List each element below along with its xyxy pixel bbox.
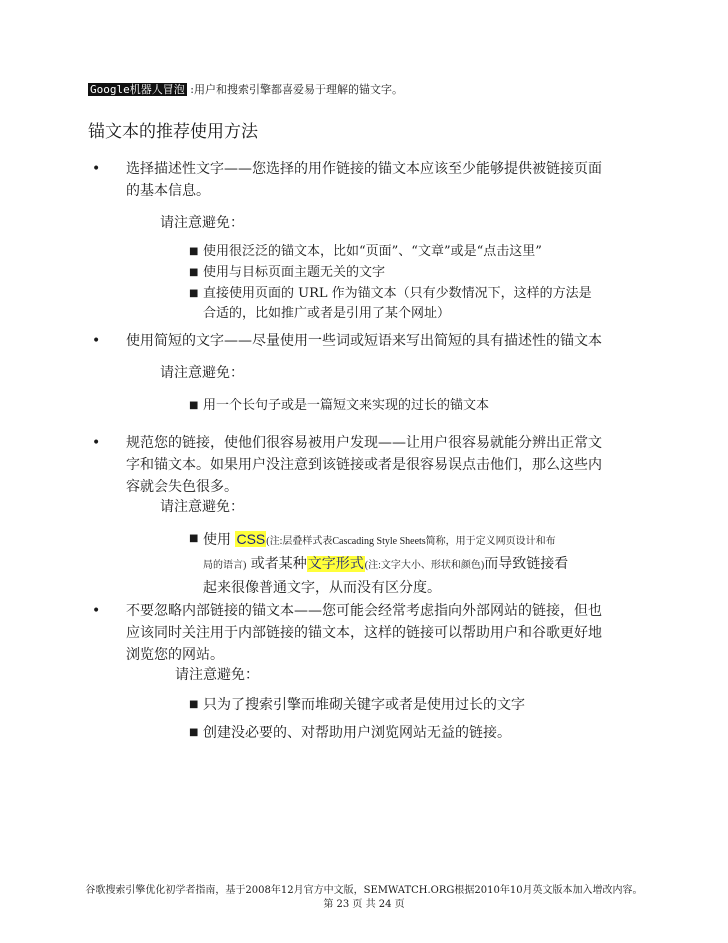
bullet-dot-icon: • (92, 333, 101, 349)
text-style-link[interactable]: 文字形式 (307, 556, 364, 572)
sub-item-text: 用一个长句子或是一篇短文来实现的过长的锚文本 (203, 398, 490, 413)
square-bullet-icon: ■ (189, 699, 199, 710)
css-link[interactable]: CSS (236, 531, 266, 547)
top-note (88, 82, 403, 98)
square-bullet-icon: ■ (189, 400, 199, 411)
bullet-line: 字和锚文本。如果用户没注意到该链接或者是很容易误点击他们，那么这些内 (126, 457, 602, 473)
sub-item-text: 直接使用页面的 URL 作为锚文本（只有少数情况下，这样的方法是 (203, 286, 592, 301)
sub-item (189, 242, 623, 262)
bullet-format-links (92, 432, 624, 498)
avoid-label: 请注意避免： (160, 365, 244, 381)
sub-item-text: 使用很泛泛的锚文本，比如“页面”、“文章”或是“点击这里” (203, 244, 542, 259)
square-bullet-icon: ■ (189, 533, 199, 544)
bullet-dot-icon: • (92, 603, 101, 619)
bullet-dot-icon: • (92, 435, 101, 451)
square-bullet-icon: ■ (189, 727, 199, 738)
page-number: 第 23 页 共 24 页 (323, 899, 405, 910)
page-footer (0, 884, 728, 912)
avoid-label: 请注意避免： (175, 667, 259, 683)
bullet-line: 选择描述性文字——您选择的用作链接的锚文本应该至少能够提供被链接页面 (126, 161, 602, 177)
top-note-text: :用户和搜索引擎都喜爱易于理解的锚文字。 (190, 83, 403, 96)
sub-item (189, 284, 623, 324)
bullet-line: 容就会失色很多。 (126, 479, 238, 495)
bullet-line: 浏览您的网站。 (126, 647, 224, 663)
avoid-label: 请注意避免： (160, 215, 244, 231)
bullet-line: 应该同时关注用于内部链接的锚文本，这样的链接可以帮助用户和谷歌更好地 (126, 625, 602, 641)
style-note: (注:文字大小、形状和颜色) (364, 560, 485, 571)
top-note-tag: Google机器人冒泡 (90, 83, 185, 96)
sub-item (189, 694, 623, 716)
section-heading: 锚文本的推荐使用方法 (88, 122, 258, 142)
sub-item (189, 396, 623, 416)
bullet-descriptive-text (92, 158, 624, 202)
css-item-end: 而导致链接看 (484, 556, 569, 572)
square-bullet-icon: ■ (189, 246, 199, 257)
bullet-internal-links (92, 600, 624, 666)
sub-item-text: 只为了搜索引擎而堆砌关键字或者是使用过长的文字 (203, 697, 525, 713)
bullet-line: 的基本信息。 (126, 183, 210, 199)
bullet-dot-icon: • (92, 161, 101, 177)
avoid-label: 请注意避免： (160, 499, 244, 515)
css-item-line3: 起来很像普通文字，从而没有区分度。 (203, 580, 441, 596)
css-item-mid: 或者某种 (250, 556, 307, 572)
bullet-short-text (92, 330, 624, 352)
square-bullet-icon: ■ (189, 267, 199, 278)
sub-item (189, 263, 623, 283)
sub-item-text: 创建没必要的、对帮助用户浏览网站无益的链接。 (203, 725, 511, 741)
css-item-prefix: 使用 (203, 532, 231, 548)
bullet-line: 不要忽略内部链接的锚文本——您可能会经常考虑指向外部网站的链接，但也 (126, 603, 602, 619)
sub-item (189, 722, 623, 744)
sub-item-text: 合适的，比如推广或者是引用了某个网址） (203, 306, 451, 321)
square-bullet-icon: ■ (189, 288, 199, 299)
sub-item-css (189, 528, 623, 599)
sub-item-text: 使用与目标页面主题无关的文字 (203, 265, 386, 280)
bullet-line: 规范您的链接，使他们很容易被用户发现——让用户很容易就能分辨出正常文 (126, 435, 602, 451)
css-note: (注:层叠样式表Cascading Style Sheets简称，用于定义网页设计和布 (266, 536, 556, 547)
bullet-line: 使用简短的文字——尽量使用一些词或短语来写出简短的具有描述性的锚文本 (126, 333, 602, 349)
footer-note: 谷歌搜索引擎优化初学者指南，基于2008年12月官方中文版，SEMWATCH.ORG根据2010年10月英文版本加入增改内容。 (85, 885, 643, 896)
css-note-cont: 局的语言) (203, 560, 247, 571)
